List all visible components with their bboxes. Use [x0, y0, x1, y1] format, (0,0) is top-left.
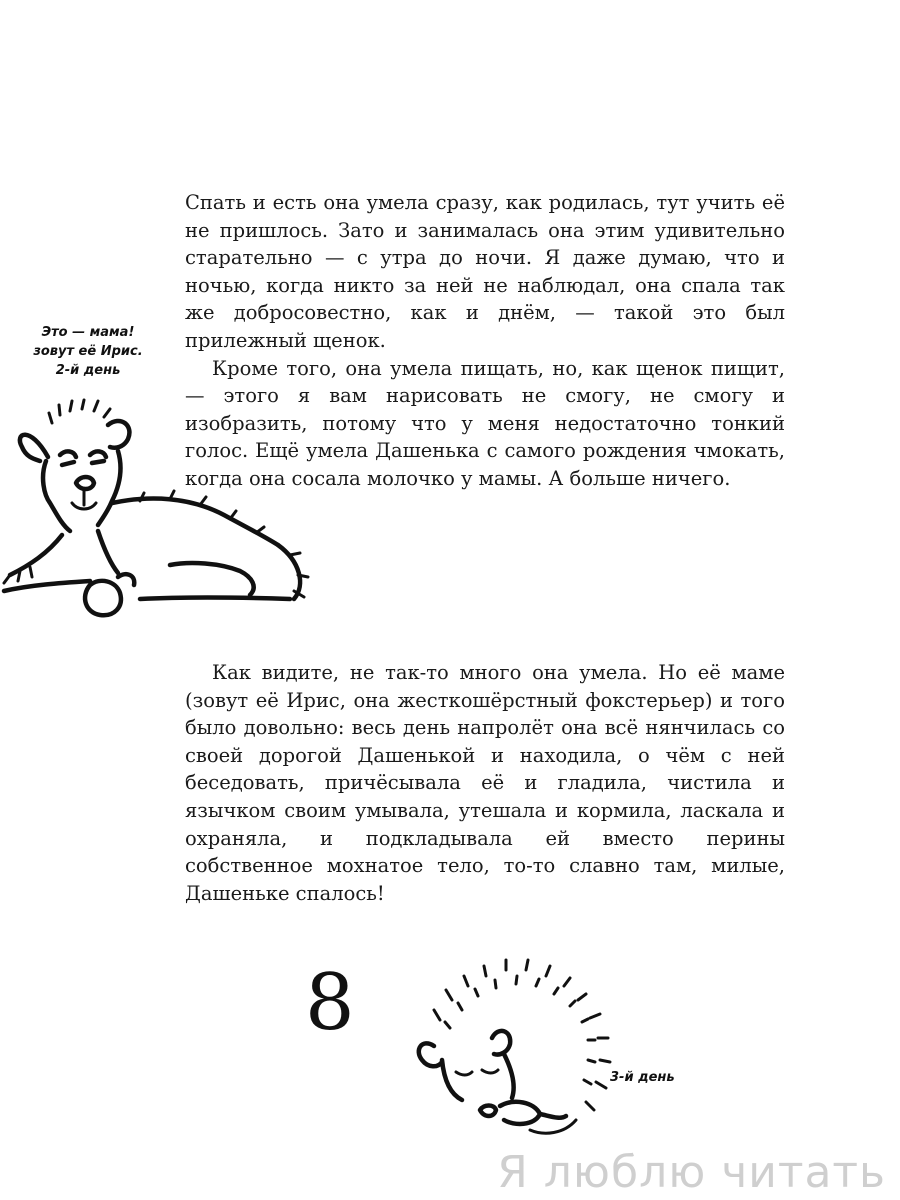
terrier-mother-drawing: [0, 385, 320, 645]
illustration-caption-mama: [18, 323, 158, 380]
caption-line: зовут её Ирис.: [33, 344, 143, 359]
paragraph: Кроме того, она умела пищать, но, как щенок пищит, — этого я вам нарисовать не смогу, не смогу и изобразить, потому что у меня недостаточно тонкий голос. Ещё умела Дашенька с самого рождения чмокать, когда она сосала молочко у мамы. А больше ничего.: [185, 356, 785, 490]
illustration-caption-day3: 3-й день: [610, 1070, 675, 1085]
watermark: Я люблю читать: [497, 1147, 886, 1198]
page-number: 8: [305, 958, 355, 1048]
caption-line: 2-й день: [55, 363, 121, 378]
text-block-bottom: [185, 659, 785, 907]
caption-line: Это — мама!: [41, 325, 135, 340]
paragraph: Спать и есть она умела сразу, как родилась, тут учить её не пришлось. Зато и занималась она этим удивительно старательно — с утра до ночи. Я даже думаю, что и ночью, когда никто за ней не наблюдал, она спала так же добросовестно, как и днём, — такой это был прилежный щенок.: [185, 191, 785, 352]
sleeping-puppy-drawing: [400, 960, 620, 1160]
paragraph: Как видите, не так-то много она умела. Но её маме (зовут её Ирис, она жесткошёрстный фокстерьер) и того было довольно: весь день напролёт она всё нянчилась со своей дорогой Дашенькой и находила, о чём с ней беседовать, причёсывала её и гладила, чистила и язычком своим умывала, утешала и кормила, ласкала и охраняла, и подкладывала ей вместо перины собственное мохнатое тело, то-то славно там, милые, Дашеньке спалось!: [185, 661, 785, 905]
